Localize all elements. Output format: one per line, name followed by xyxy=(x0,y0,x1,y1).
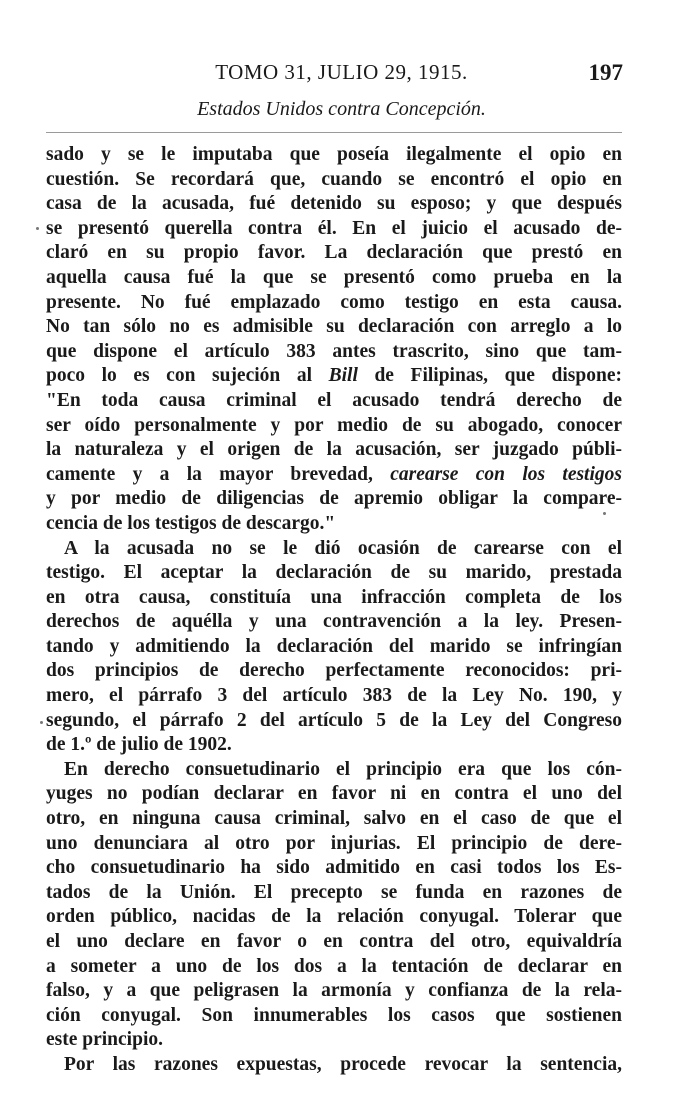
scan-speck xyxy=(603,512,606,515)
text-line: testigo. El aceptar la declaración de su marido, prestada xyxy=(46,562,622,584)
text-line-with-italic xyxy=(46,364,622,389)
volume-date-heading: TOMO 31, JULIO 29, 1915. xyxy=(215,60,468,84)
text-line: uno denunciara al otro por injurias. El principio de dere- xyxy=(46,832,622,854)
text-line: y por medio de diligencias de apremio obligar la compare- xyxy=(46,488,622,510)
italic-term: carearse con los testigos xyxy=(390,463,622,485)
text-line: aquella causa fué la que se presentó como prueba en la xyxy=(46,266,622,288)
scan-speck xyxy=(36,227,39,230)
text-fragment: camente y a la mayor brevedad, xyxy=(46,463,391,485)
text-line: cho consuetudinario ha sido admitido en casi todos los Es- xyxy=(46,857,622,879)
text-line: segundo, el párrafo 2 del artículo 5 de la Ley del Congreso xyxy=(46,709,622,731)
paragraph-start: Por las razones expuestas, procede revocar la sentencia, xyxy=(64,1053,622,1075)
scan-speck xyxy=(40,721,43,724)
text-line: sado y se le imputaba que poseía ilegalmente el opio en xyxy=(46,144,622,165)
text-line: ción conyugal. Son innumerables los casos que sostienen xyxy=(46,1004,622,1026)
text-line: casa de la acusada, fué detenido su esposo; y que después xyxy=(46,193,622,215)
text-line-with-italic xyxy=(46,463,622,488)
text-line: orden público, nacidas de la relación conyugal. Tolerar que xyxy=(46,906,622,928)
text-line: otro, en ninguna causa criminal, salvo en el caso de que el xyxy=(46,808,622,830)
text-line: que dispone el artículo 383 antes trascrito, sino que tam- xyxy=(46,340,622,362)
paragraph-start: En derecho consuetudinario el principio era que los cón- xyxy=(64,758,622,780)
text-line: tados de la Unión. El precepto se funda en razones de xyxy=(46,881,622,903)
text-fragment: de Filipinas, que dispone: xyxy=(357,365,622,387)
text-line: mero, el párrafo 3 del artículo 383 de la Ley No. 190, y xyxy=(46,685,622,707)
text-line: yuges no podían declarar en favor ni en contra el uno del xyxy=(46,783,622,805)
text-line: cencia de los testigos de descargo." xyxy=(46,512,336,534)
text-line: en otra causa, constituía una infracción completa de los xyxy=(46,586,622,608)
text-line: se presentó querella contra él. En el juicio el acusado de- xyxy=(46,217,622,239)
page-number: 197 xyxy=(588,60,623,85)
text-line: dos principios de derecho perfectamente reconocidos: pri- xyxy=(46,660,622,682)
text-line: a someter a uno de los dos a la tentación de declarar en xyxy=(46,955,622,977)
text-line: "En toda causa criminal el acusado tendrá derecho de xyxy=(46,389,622,411)
text-line: cuestión. Se recordará que, cuando se encontró el opio en xyxy=(46,168,622,190)
text-line: ser oído personalmente y por medio de su abogado, conocer xyxy=(46,414,622,436)
text-fragment: poco lo es con sujeción al xyxy=(46,365,329,387)
italic-term: Bill xyxy=(328,365,358,387)
text-line: falso, y a que peligrasen la armonía y confianza de la rela- xyxy=(46,980,622,1002)
text-line: tando y admitiendo la declaración del marido se infringían xyxy=(46,635,622,657)
body-text xyxy=(46,143,622,1078)
text-line: derechos de aquélla y una contravención a la ley. Presen- xyxy=(46,611,622,633)
header-divider xyxy=(46,132,622,133)
text-line: la naturaleza y el origen de la acusación, ser juzgado públi- xyxy=(46,439,622,461)
running-head xyxy=(0,60,683,90)
text-line: claró en su propio favor. La declaración que prestó en xyxy=(46,242,622,264)
text-line: de 1.º de julio de 1902. xyxy=(46,734,232,756)
text-line: presente. No fué emplazado como testigo en esta causa. xyxy=(46,291,622,313)
paragraph-start: A la acusada no se le dió ocasión de carearse con el xyxy=(64,537,622,559)
text-line: este principio. xyxy=(46,1029,163,1051)
text-line: No tan sólo no es admisible su declaración con arreglo a lo xyxy=(46,316,622,338)
text-line: el uno declare en favor o en contra del otro, equivaldría xyxy=(46,931,622,952)
case-title: Estados Unidos contra Concepción. xyxy=(197,98,486,120)
